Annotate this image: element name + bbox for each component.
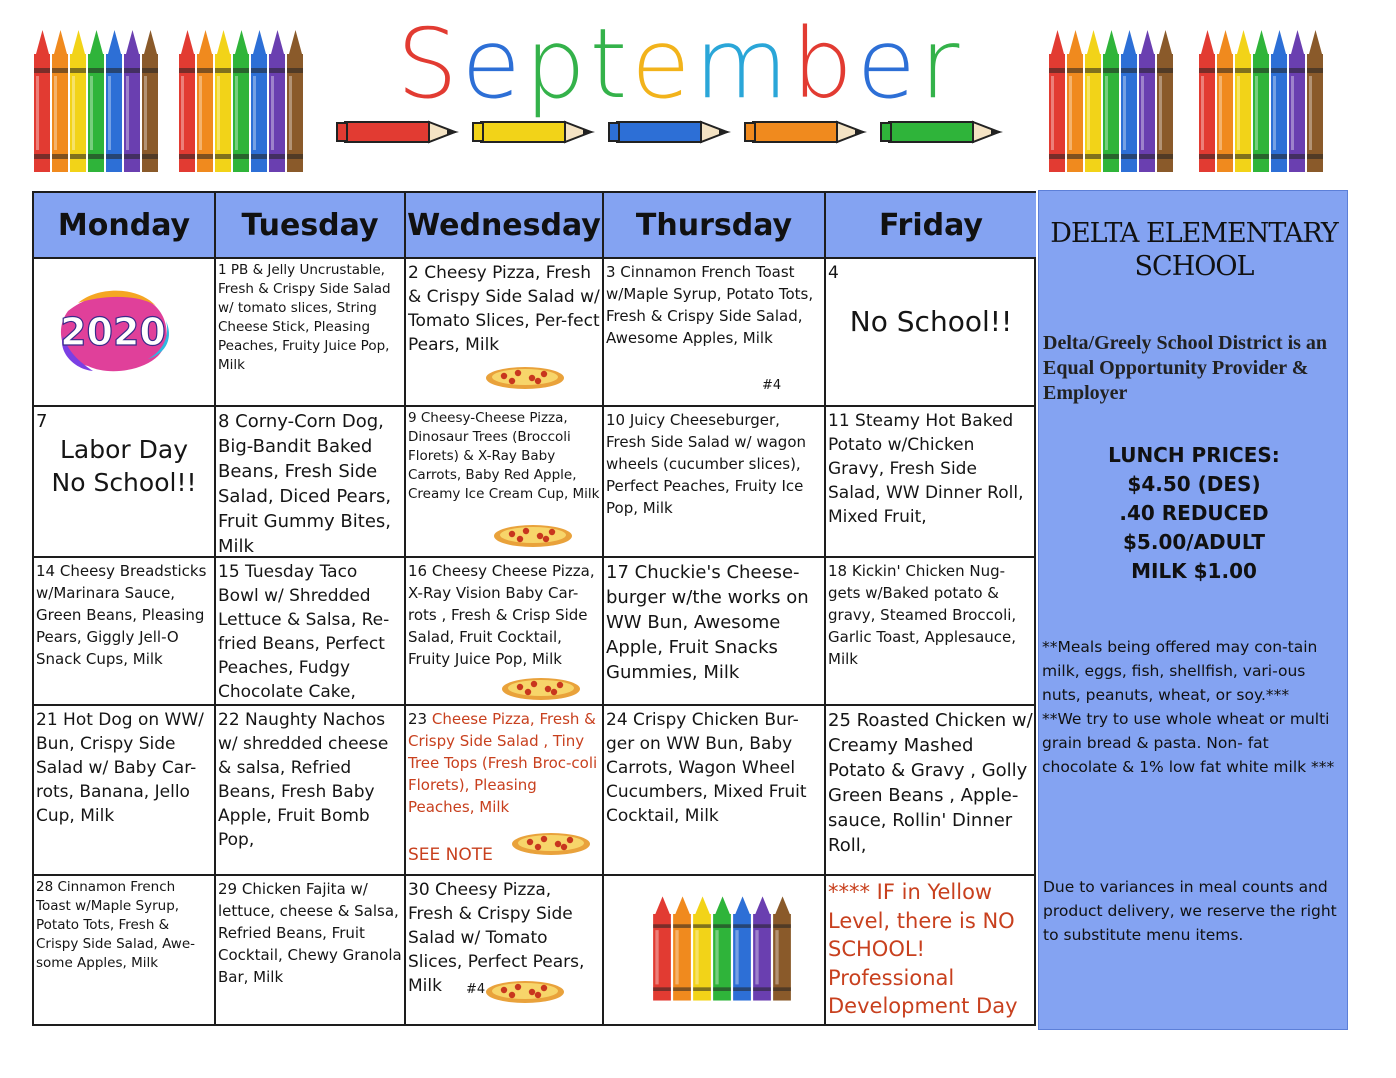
menu-cell-sep-8: 8 Corny-Corn Dog, Big-Bandit Baked Beans, Fresh Side Salad, Diced Pears, Fruit Gummy Bites, Milk [216, 407, 406, 558]
labor-day-text: Labor Day No School!! [51, 435, 197, 497]
crayon [124, 30, 140, 172]
pencil [337, 122, 459, 142]
crayon [251, 30, 267, 172]
crayon [1049, 30, 1065, 172]
pizza-icon [484, 365, 566, 391]
menu-cell-sep-4 [826, 259, 1036, 407]
crayon [142, 30, 158, 172]
menu-cell-sep-23 [406, 706, 604, 876]
menu-cell-sep-10: 10 Juicy Cheeseburger, Fresh Side Salad w/ wagon wheels (cucumber slices), Perfect Peaches, Fruity Ice Pop, Milk [604, 407, 826, 558]
crayon [1307, 30, 1323, 172]
crayon [1199, 30, 1215, 172]
menu-cell-sep-18: 18 Kickin' Chicken Nug-gets w/Baked potato & gravy, Steamed Broccoli, Garlic Toast, Applesauce, Milk [826, 558, 1036, 706]
menu-cell-sep-21: 21 Hot Dog on WW/ Bun, Crispy Side Salad w/ Baby Car-rots, Banana, Jello Cup, Milk [34, 706, 216, 876]
crayon [1067, 30, 1083, 172]
day-header-wednesday: Wednesday [406, 193, 604, 259]
crayon-box-image [178, 24, 304, 174]
pencils-image [335, 110, 1015, 154]
pizza-icon [492, 523, 574, 549]
crayon [1085, 30, 1101, 172]
title-letter: e [461, 8, 525, 120]
pizza-icon [484, 979, 566, 1005]
pencil [881, 122, 1003, 142]
crayon [287, 30, 303, 172]
page-title [340, 8, 1020, 120]
prices-title: LUNCH PRICES: [1108, 443, 1280, 467]
menu-cell-sep-25: 25 Roasted Chicken w/ Creamy Mashed Potato & Gravy , Golly Green Beans , Apple-sauce, Rollin' Dinner Roll, [826, 706, 1036, 876]
info-panel [1038, 190, 1348, 1030]
title-letter: m [694, 8, 792, 120]
menu-cell-sep-22: 22 Naughty Nachos w/ shredded cheese & salsa, Refried Beans, Fresh Baby Apple, Fruit Bomb Pop, [216, 706, 406, 876]
crayons-icon [178, 24, 304, 174]
crayon-box-image [1048, 24, 1174, 174]
menu-cell-sep-24: 24 Crispy Chicken Bur-ger on WW Bun, Baby Carrots, Wagon Wheel Cucumbers, Mixed Fruit Cocktail, Milk [604, 706, 826, 876]
day-header-friday: Friday [826, 193, 1036, 259]
menu-text: 16 Cheesy Cheese Pizza, X-Ray Vision Baby Car-rots , Fresh & Crisp Side Salad, Fruit Cocktail, Fruity Juice Pop, Milk [408, 562, 595, 668]
variance-note: Due to variances in meal counts and product delivery, we reserve the right to substitute menu items. [1043, 878, 1337, 944]
title-letter: S [396, 8, 462, 120]
crayon [653, 896, 671, 1000]
menu-cell-sep-30 [406, 876, 604, 1026]
crayon [733, 896, 751, 1000]
day-number: 4 [828, 263, 839, 283]
pencil [609, 122, 731, 142]
year-2020-badge [48, 281, 178, 381]
crayon [179, 30, 195, 172]
crayon [773, 896, 791, 1000]
title-letter: r [919, 8, 964, 120]
day-header-tuesday: Tuesday [216, 193, 406, 259]
crayon [197, 30, 213, 172]
crayon [70, 30, 86, 172]
menu-cell-sep-15: 15 Tuesday Taco Bowl w/ Shredded Lettuce & Salsa, Re-fried Beans, Perfect Peaches, Fudgy Chocolate Cake, [216, 558, 406, 706]
menu-cell-sep-17: 17 Chuckie's Cheese-burger w/the works on WW Bun, Awesome Apple, Fruit Snacks Gummies, Milk [604, 558, 826, 706]
menu-cell-sep-16 [406, 558, 604, 706]
menu-cell-sep-9 [406, 407, 604, 558]
menu-cell-sep-14: 14 Cheesy Breadsticks w/Marinara Sauce, Green Beans, Pleasing Pears, Giggly Jell-O Snack Cups, Milk [34, 558, 216, 706]
crayon [215, 30, 231, 172]
crayon [1289, 30, 1305, 172]
menu-text-red: Cheese Pizza, Fresh & Crispy Side Salad , Tiny Tree Tops (Fresh Broc-coli Florets), Pleasing Peaches, Milk [408, 710, 598, 816]
menu-text: 9 Cheesy-Cheese Pizza, Dinosaur Trees (Broccoli Florets) & X-Ray Baby Carrots, Baby Red Apple, Creamy Ice Cream Cup, Milk [408, 410, 600, 502]
title-letter: e [631, 8, 695, 120]
crayon [1157, 30, 1173, 172]
menu-tag: #4 [762, 378, 782, 393]
allergy-note [1042, 635, 1346, 779]
crayons-icon [1198, 24, 1324, 174]
no-school-text: No School!! [849, 305, 1013, 338]
title-letter: e [856, 8, 920, 120]
crayon [1139, 30, 1155, 172]
crayon [693, 896, 711, 1000]
price-des: $4.50 (DES) [1127, 472, 1261, 496]
crayon [1121, 30, 1137, 172]
menu-calendar [32, 191, 1036, 1026]
year-badge-text: 2020 [60, 310, 166, 354]
crayons-image [652, 892, 792, 1002]
title-letter: p [524, 8, 590, 120]
equal-opportunity-statement: Delta/Greely School District is an Equal Opportunity Provider & Employer [1043, 332, 1328, 404]
price-milk: MILK $1.00 [1131, 559, 1257, 583]
crayon-box-image [1198, 24, 1324, 174]
pencil [745, 122, 867, 142]
menu-tag: #4 [466, 982, 486, 997]
year-badge-icon [48, 281, 178, 381]
menu-text: 30 Cheesy Pizza, Fresh & Crispy Side Salad w/ Tomato Slices, Perfect Pears, Milk [408, 880, 585, 996]
crayon [753, 896, 771, 1000]
menu-text: 3 Cinnamon French Toast w/Maple Syrup, Potato Tots, Fresh & Crispy Side Salad, Awesome Apples, Milk [606, 263, 814, 347]
crayon [713, 896, 731, 1000]
crayon [52, 30, 68, 172]
crayon [1103, 30, 1119, 172]
crayons-icon [652, 892, 792, 1002]
crayon [269, 30, 285, 172]
grain-text: **We try to use whole wheat or multi grain bread & pasta. Non- fat chocolate & 1% low fat white milk *** [1042, 710, 1335, 776]
crayon [1253, 30, 1269, 172]
menu-text: 2 Cheesy Pizza, Fresh & Crispy Side Salad w/ Tomato Slices, Per-fect Pears, Milk [408, 263, 600, 355]
crayon [1235, 30, 1251, 172]
day-cell-empty [34, 259, 216, 407]
pizza-icon [510, 831, 592, 857]
school-name: DELTA ELEMENTARY SCHOOL [1050, 218, 1338, 282]
crayon [1271, 30, 1287, 172]
crayon [106, 30, 122, 172]
title-letter: b [791, 8, 857, 120]
crayon [233, 30, 249, 172]
pizza-icon [500, 676, 582, 702]
allergy-text: **Meals being offered may con-tain milk, eggs, fish, shellfish, vari-ous nuts, peanuts, wheat, or soy.*** [1042, 638, 1318, 704]
day-number: 23 [408, 710, 432, 728]
see-note-text: SEE NOTE [408, 845, 493, 865]
menu-cell-sep-11: 11 Steamy Hot Baked Potato w/Chicken Gravy, Fresh Side Salad, WW Dinner Roll, Mixed Fruit, [826, 407, 1036, 558]
crayons-icon [33, 24, 159, 174]
day-header-thursday: Thursday [604, 193, 826, 259]
pencils-icon [335, 110, 1015, 154]
menu-cell-sep-29: 29 Chicken Fajita w/ lettuce, cheese & Salsa, Refried Beans, Fruit Cocktail, Chewy Granola Bar, Milk [216, 876, 406, 1026]
price-reduced: .40 REDUCED [1119, 501, 1269, 525]
lunch-prices [1039, 441, 1349, 586]
day-cell-crayons [604, 876, 826, 1026]
crayon [88, 30, 104, 172]
crayon [34, 30, 50, 172]
crayon [673, 896, 691, 1000]
yellow-level-notice: **** IF in Yellow Level, there is NO SCHOOL! Professional Development Day [828, 880, 1018, 1018]
menu-cell-sep-3 [604, 259, 826, 407]
title-letter: t [589, 8, 632, 120]
crayon [1217, 30, 1233, 172]
price-adult: $5.00/ADULT [1123, 530, 1265, 554]
crayons-icon [1048, 24, 1174, 174]
day-number: 7 [36, 411, 48, 432]
menu-cell-sep-1: 1 PB & Jelly Uncrustable, Fresh & Crispy Side Salad w/ tomato slices, String Cheese Stick, Pleasing Peaches, Fruity Juice Pop, Milk [216, 259, 406, 407]
menu-cell-sep-28: 28 Cinnamon French Toast w/Maple Syrup, Potato Tots, Fresh & Crispy Side Salad, Awe-some Apples, Milk [34, 876, 216, 1026]
day-header-monday: Monday [34, 193, 216, 259]
menu-cell-sep-2 [406, 259, 604, 407]
pencil [473, 122, 595, 142]
crayon-box-image [33, 24, 159, 174]
menu-cell-sep-7 [34, 407, 216, 558]
